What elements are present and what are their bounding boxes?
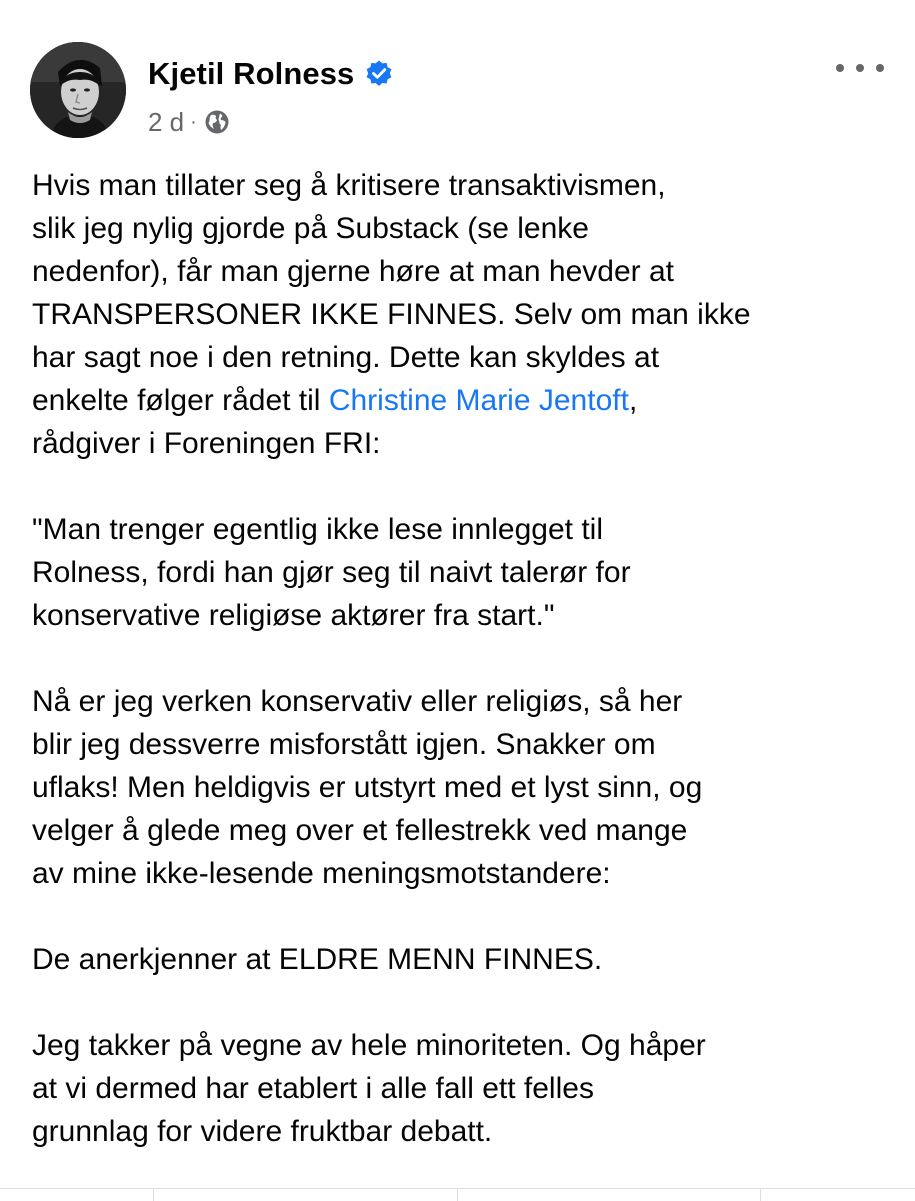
text-line: har sagt noe i den retning. Dette kan skyldes at <box>32 341 660 374</box>
globe-icon[interactable] <box>204 109 230 135</box>
more-dot <box>836 64 844 72</box>
verified-badge-icon <box>364 59 394 89</box>
text-line: "Man trenger egentlig ikke lese innlegget til <box>32 513 603 546</box>
post-paragraph <box>32 164 892 465</box>
footer-separator <box>760 1189 761 1201</box>
author-name[interactable]: Kjetil Rolness <box>148 56 355 91</box>
avatar[interactable] <box>30 42 126 138</box>
more-dot <box>856 64 864 72</box>
post-header <box>30 42 890 142</box>
post-paragraph <box>32 938 892 981</box>
post-timestamp[interactable]: 2 d <box>148 106 185 137</box>
text-line: Rolness, fordi han gjør seg til naivt talerør for <box>32 556 631 589</box>
text-line: nedenfor), får man gjerne høre at man hevder at <box>32 255 675 288</box>
text-fragment: , <box>628 384 638 417</box>
post-body <box>32 164 892 1196</box>
post-paragraph <box>32 508 892 637</box>
text-line: Nå er jeg verken konservativ eller religiøs, så her <box>32 685 683 718</box>
post-meta <box>148 105 230 139</box>
meta-separator: · <box>190 110 197 133</box>
text-line: velger å glede meg over et fellestrekk ved mange <box>32 814 688 847</box>
author-row <box>148 54 394 94</box>
text-line: De anerkjenner at ELDRE MENN FINNES. <box>32 943 603 976</box>
text-line-with-mention <box>32 379 892 422</box>
text-line: Hvis man tillater seg å kritisere transaktivismen, <box>32 169 666 202</box>
post-footer-divider <box>0 1188 915 1201</box>
post-paragraph <box>32 680 892 895</box>
more-dot <box>876 64 884 72</box>
post-paragraph <box>32 1024 892 1153</box>
text-line: konservative religiøse aktører fra start." <box>32 599 555 632</box>
more-options-button[interactable] <box>836 56 884 80</box>
text-line: TRANSPERSONER IKKE FINNES. Selv om man ikke <box>32 298 751 331</box>
text-line: rådgiver i Foreningen FRI: <box>32 427 381 460</box>
text-line: uflaks! Men heldigvis er utstyrt med et lyst sinn, og <box>32 771 703 804</box>
text-line: at vi dermed har etablert i alle fall ett felles <box>32 1072 594 1105</box>
text-line: grunnlag for videre fruktbar debatt. <box>32 1115 493 1148</box>
text-line: blir jeg dessverre misforstått igjen. Snakker om <box>32 728 656 761</box>
mention-link[interactable]: Christine Marie Jentoft <box>328 384 629 417</box>
text-line: slik jeg nylig gjorde på Substack (se lenke <box>32 212 589 245</box>
text-line: Jeg takker på vegne av hele minoriteten. Og håper <box>32 1029 706 1062</box>
text-line: av mine ikke-lesende meningsmotstandere: <box>32 857 611 890</box>
footer-separator <box>153 1189 154 1201</box>
text-fragment: enkelte følger rådet til <box>32 384 329 417</box>
profile-photo-icon <box>30 42 126 138</box>
footer-separator <box>457 1189 458 1201</box>
